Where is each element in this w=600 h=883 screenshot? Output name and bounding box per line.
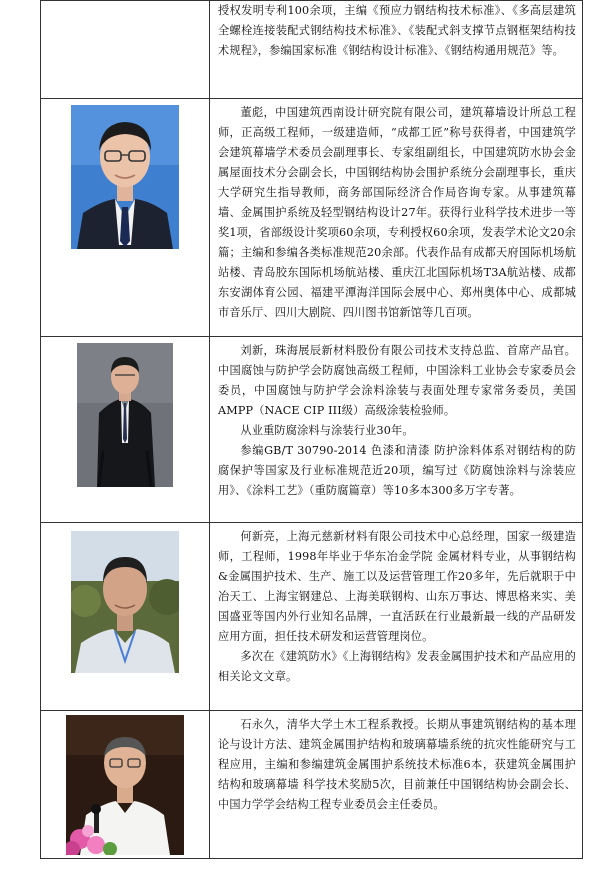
bio-paragraph: 从业重防腐涂料与涂装行业30年。 <box>240 424 414 437</box>
bio-paragraph: 授权发明专利100余项，主编《预应力钢结构技术标准》、《多高层建筑全螺栓连接装配式钢结构技术标准》、《装配式斜支撑节点钢框架结构技术规程》，参编国家标准《钢结构设计标准》、《钢结构通用规范》等。 <box>218 4 576 57</box>
bio-paragraph: 董彪，中国建筑西南设计研究院有限公司，建筑幕墙设计所总工程师，正高级工程师，一级建造师，“成都工匠”称号获得者，中国建筑学会建筑幕墙学术委员会副理事长、专家组副组长，中国建筑防水协会金属屋面技术分会副会长，中国钢结构协会围护系统分会副理事长，重庆大学研究生指导教师，商务部国际经济合作局咨询专家。从事建筑幕墙、金属围护系统及轻型钢结构设计27年。获得行业科学技术进步一等奖1项，省部级设计奖项60余项，专利授权60余项，发表学术论文20余篇；主编和参编各类标准规范20余部。代表作品有成都天府国际机场航站楼、青岛胶东国际机场航站楼、重庆江北国际机场T3A航站楼、成都东安湖体育公园、福建平潭海洋国际会展中心、郑州奥体中心、成都城市音乐厅、四川大剧院、四川图书馆新馆等几百项。 <box>218 106 576 319</box>
profile-row-shi-yongjiu <box>41 711 583 859</box>
bio-cell <box>210 711 583 859</box>
profile-row-dong-biao <box>41 99 583 337</box>
bio-paragraph: 参编GB/T 30790-2014 色漆和清漆 防护涂料体系对钢结构的防腐保护等国家及行业标准规范近20项，编写过《防腐蚀涂料与涂装应用》、《涂料工艺》（重防腐篇章）等10多本300多万字专著。 <box>218 444 576 497</box>
profile-row-he-xinliang <box>41 523 583 711</box>
bio-paragraph: 石永久，清华大学土木工程系教授。长期从事建筑钢结构的基本理论与设计方法、建筑金属围护结构和玻璃幕墙系统的抗灾性能研究与工程应用，主编和参编建筑金属围护系统技术标准6本，获建筑金属围护结构和玻璃幕墙 科学技术奖励5次，目前兼任中国钢结构协会副会长、中国力学学会结构工程专业委员会主任委员。 <box>218 718 576 811</box>
bio-cell <box>210 523 583 711</box>
portrait-photo-icon <box>71 105 179 249</box>
bio-paragraph: 何新亮，上海元慈新材料有限公司技术中心总经理，国家一级建造师，工程师，1998年毕业于华东冶金学院 金属材料专业，从事钢结构&金属围护技术、生产、施工以及运营管理工作20多年，先后就职于中冶天工、上海宝钢建总、上海美联钢构、山东万事达、博思格来实、美国盛亚等国内外行业知名品牌，一直活跃在行业最新最一线的产品研发应用方面，担任技术研发和运营管理岗位。 <box>218 530 576 643</box>
photo-cell <box>41 337 210 523</box>
profiles-table <box>40 0 583 859</box>
portrait-photo-icon <box>71 531 179 673</box>
bio-cell <box>210 1 583 99</box>
bio-cell <box>210 99 583 337</box>
bio-paragraph: 多次在《建筑防水》《上海钢结构》发表金属围护技术和产品应用的相关论文文章。 <box>218 650 576 683</box>
photo-cell <box>41 711 210 859</box>
bio-cell <box>210 337 583 523</box>
portrait-photo-icon <box>66 715 184 855</box>
portrait-photo-icon <box>77 343 173 487</box>
profile-row-continued <box>41 1 583 99</box>
bio-paragraph: 刘新，珠海展辰新材料股份有限公司技术支持总监、首席产品官。中国腐蚀与防护学会防腐蚀高级工程师，中国涂料工业协会专家委员会委员，中国腐蚀与防护学会涂料涂装与表面处理专家常务委员，美国AMPP（NACE CIP III级）高级涂装检验师。 <box>218 344 576 417</box>
photo-cell <box>41 99 210 337</box>
profile-row-liu-xin <box>41 337 583 523</box>
empty-photo-cell <box>41 1 210 99</box>
photo-cell <box>41 523 210 711</box>
